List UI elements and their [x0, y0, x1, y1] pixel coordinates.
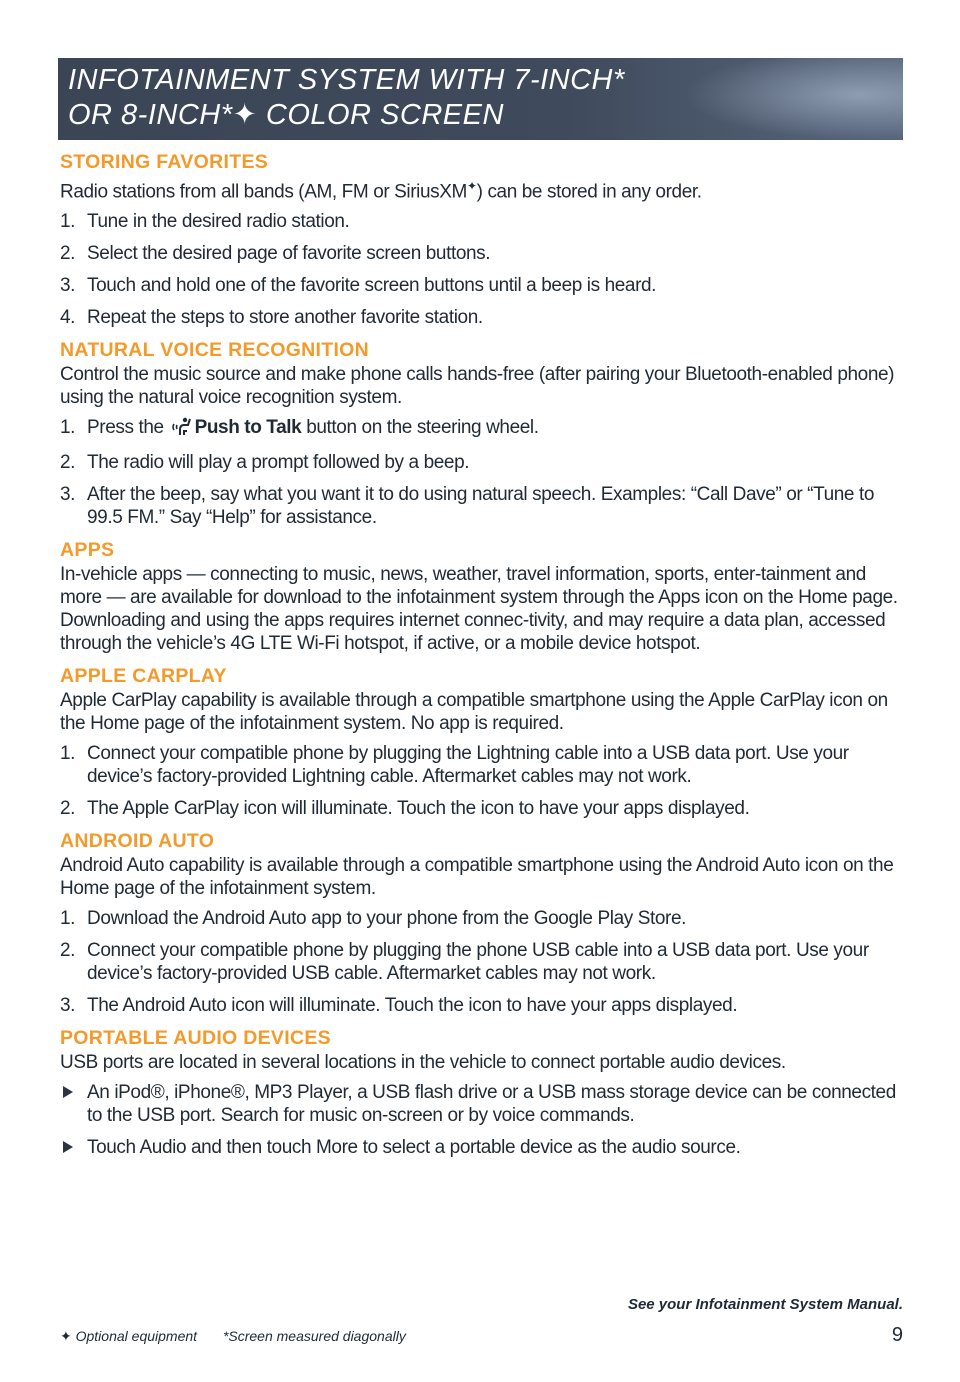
section-text: In-vehicle apps — connecting to music, news, weather, travel information, sports, enter-tainment and more — are available for download to the infotainment system through the Apps icon on the Home page. Downloading and using the apps requires internet connec-tivity, and may require a data plan, accessed through the vehicle’s 4G LTE Wi-Fi hotspot, if active, or a mobile device hotspot. [60, 564, 898, 655]
steps-list [60, 742, 905, 820]
list-item [60, 416, 905, 442]
list-item [60, 274, 905, 297]
step-text: The Apple CarPlay icon will illuminate. Touch the icon to have your apps displayed. [87, 798, 750, 820]
arrow-bullet-icon [63, 1086, 73, 1098]
section-intro: Control the music source and make phone calls hands-free (after pairing your Bluetooth-enabled phone) using the natural voice recognition system. [60, 364, 895, 409]
step-number: 1. [60, 908, 76, 930]
list-item [60, 451, 905, 474]
step-number: 1. [60, 743, 76, 765]
step-text: Tune in the desired radio station. [87, 211, 350, 233]
step-number: 3. [60, 484, 76, 506]
section-heading: NATURAL VOICE RECOGNITION [60, 339, 370, 362]
section-heading: PORTABLE AUDIO DEVICES [60, 1027, 331, 1050]
storing-favorites-section [60, 150, 905, 329]
step-text: Repeat the steps to store another favorite station. [87, 307, 483, 329]
list-item [60, 939, 905, 985]
bullet-text: Touch Audio and then touch More to select a portable device as the audio source. [87, 1137, 741, 1159]
step-text: Press the [87, 417, 164, 439]
steps-list [60, 416, 905, 529]
portable-audio-section [60, 1026, 905, 1159]
list-item [60, 210, 905, 233]
apple-carplay-section [60, 664, 905, 820]
step-text: Select the desired page of favorite screen buttons. [87, 243, 491, 265]
android-auto-section [60, 829, 905, 1017]
title-line-1: INFOTAINMENT SYSTEM WITH 7-INCH* [68, 64, 625, 96]
step-text: Connect your compatible phone by plugging the Lightning cable into a USB data port. Use your device’s factory-provided Lightning cable. Aftermarket cables may not work. [87, 743, 849, 788]
step-number: 2. [60, 940, 76, 962]
list-item [60, 1136, 905, 1159]
section-intro: Android Auto capability is available through a compatible smartphone using the Android Auto icon on the Home page of the infotainment system. [60, 855, 894, 900]
section-intro: USB ports are located in several locations in the vehicle to connect portable audio devices. [60, 1052, 786, 1074]
list-item [60, 742, 905, 788]
step-text: The radio will play a prompt followed by a beep. [87, 452, 470, 474]
optional-mark: ✦ [466, 179, 477, 193]
step-number: 2. [60, 243, 76, 265]
step-text: After the beep, say what you want it to do using natural speech. Examples: “Call Dave” or “Tune to 99.5 FM.” Say “Help” for assistance. [87, 484, 875, 529]
step-number: 2. [60, 798, 76, 820]
optional-equipment-note: ✦ Optional equipment [60, 1328, 198, 1344]
list-item [60, 994, 905, 1017]
step-number: 3. [60, 275, 76, 297]
voice-recognition-section [60, 338, 905, 529]
step-number: 4. [60, 307, 76, 329]
section-banner [58, 58, 903, 140]
list-item [60, 1081, 905, 1127]
intro-text: ) can be stored in any order. [476, 181, 702, 203]
section-heading: APPS [60, 539, 115, 562]
page-title [68, 63, 625, 133]
step-text: Touch and hold one of the favorite screen buttons until a beep is heard. [87, 275, 657, 297]
steps-list [60, 907, 905, 1017]
bullet-list [60, 1081, 905, 1159]
push-to-talk-icon [171, 416, 193, 442]
footnote [60, 1328, 428, 1345]
see-manual-note: See your Infotainment System Manual. [627, 1296, 903, 1313]
step-number: 1. [60, 417, 76, 439]
section-intro: Apple CarPlay capability is available through a compatible smartphone using the Apple CarPlay icon on the Home page of the infotainment system. No app is required. [60, 690, 888, 735]
bullet-text: An iPod®, iPhone®, MP3 Player, a USB flash drive or a USB mass storage device can be connected to the USB port. Search for music on-screen or by voice commands. [87, 1082, 896, 1127]
list-item [60, 483, 905, 529]
intro-text: Radio stations from all bands (AM, FM or SiriusXM [60, 181, 467, 203]
push-to-talk-label: Push to Talk [194, 417, 302, 439]
step-text: Download the Android Auto app to your phone from the Google Play Store. [87, 908, 687, 930]
list-item [60, 242, 905, 265]
screen-diagonal-note: *Screen measured diagonally [222, 1328, 406, 1344]
step-number: 3. [60, 995, 76, 1017]
list-item [60, 797, 905, 820]
title-line-2: OR 8-INCH*✦ COLOR SCREEN [68, 99, 504, 131]
steps-list [60, 210, 905, 329]
main-content [60, 150, 905, 1168]
page-number: 9 [891, 1324, 903, 1346]
arrow-bullet-icon [63, 1141, 73, 1153]
banner-glow [683, 58, 903, 140]
section-heading: APPLE CARPLAY [60, 665, 227, 688]
step-number: 1. [60, 211, 76, 233]
step-text: The Android Auto icon will illuminate. Touch the icon to have your apps displayed. [87, 995, 738, 1017]
list-item [60, 907, 905, 930]
list-item [60, 306, 905, 329]
step-text: Connect your compatible phone by plugging the phone USB cable into a USB data port. Use your device’s factory-provided USB cable. Aftermarket cables may not work. [87, 940, 869, 985]
section-intro [60, 175, 905, 203]
step-number: 2. [60, 452, 76, 474]
section-heading: ANDROID AUTO [60, 830, 215, 853]
apps-section [60, 538, 905, 655]
step-text: button on the steering wheel. [306, 417, 539, 439]
section-heading: STORING FAVORITES [60, 151, 269, 173]
